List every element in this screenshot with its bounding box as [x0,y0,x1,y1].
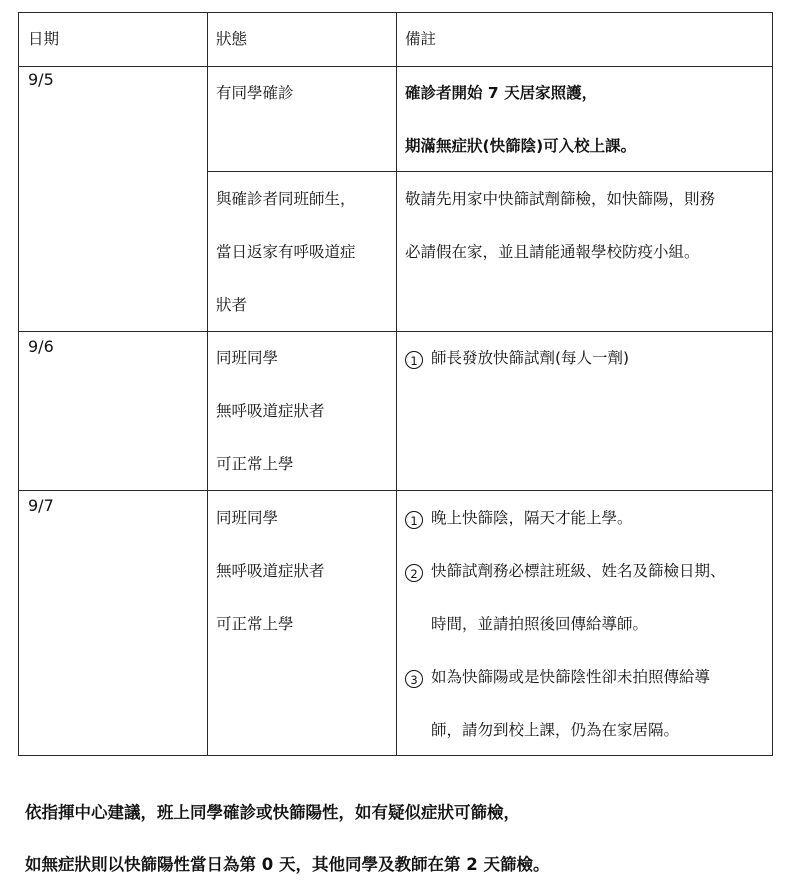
row3-note-item3-text-line1: 如為快篩陽或是快篩陰性卻未拍照傳給導 [431,668,711,686]
header-date: 日期 [28,30,60,48]
row1-sub2-status-line3: 狀者 [216,296,248,314]
row1-sub1-status: 有同學確診 [216,84,294,102]
row2-note-item1-text: 師長發放快篩試劑(每人一劑) [431,349,630,367]
row3-note-item2-line2: 時間，並請拍照後回傳給導師。 [431,615,649,633]
row3-status-line3: 可正常上學 [216,615,294,633]
row1-sub1-note-line1: 確診者開始 7 天居家照護， [405,84,598,102]
covid-guidance-table [18,12,773,756]
col-divider-2 [396,12,397,756]
row3-status-line2: 無呼吸道症狀者 [216,562,325,580]
row1-sub1-note-line2: 期滿無症狀(快篩陰)可入校上課。 [405,137,637,155]
row3-status-line1: 同班同學 [216,509,279,527]
row1-sub2-status-line2: 當日返家有呼吸道症 [216,243,356,261]
row2-note-item1 [405,348,629,369]
row1-sub-divider [207,171,773,172]
row3-date: 9/7 [28,496,54,515]
header-note: 備註 [405,30,437,48]
circled-number-2-icon: 2 [405,564,423,582]
row3-note-item1-text: 晚上快篩陰，隔天才能上學。 [431,509,633,527]
row2-status-line1: 同班同學 [216,349,279,367]
header-status: 狀態 [216,30,248,48]
col-divider-1 [207,12,208,756]
row2-status-line3: 可正常上學 [216,455,294,473]
row3-note-item1 [405,508,633,529]
row1-sub2-note-line1: 敬請先用家中快篩試劑篩檢，如快篩陽，則務 [405,190,716,208]
row1-sub2-note-line2: 必請假在家，並且請能通報學校防疫小組。 [405,243,700,261]
row1-date: 9/5 [28,70,54,89]
footer-note-line1: 依指揮中心建議，班上同學確診或快篩陽性，如有疑似症狀可篩檢， [25,803,520,822]
row3-note-item3-line2: 師，請勿到校上課，仍為在家居隔。 [431,721,680,739]
row3-note-item2-text-line1: 快篩試劑務必標註班級、姓名及篩檢日期、 [431,562,726,580]
circled-number-1-icon: 1 [405,511,423,529]
row3-note-item3 [405,667,710,688]
table-border-left [18,12,19,756]
row2-date: 9/6 [28,337,54,356]
row2-status-line2: 無呼吸道症狀者 [216,402,325,420]
footer-note-line2: 如無症狀則以快篩陽性當日為第 0 天，其他同學及教師在第 2 天篩檢。 [25,855,550,874]
row1-sub2-status-line1: 與確診者同班師生， [216,190,356,208]
circled-number-1-icon: 1 [405,351,423,369]
table-border-right [772,12,773,756]
row3-note-item2 [405,561,726,582]
circled-number-3-icon: 3 [405,670,423,688]
